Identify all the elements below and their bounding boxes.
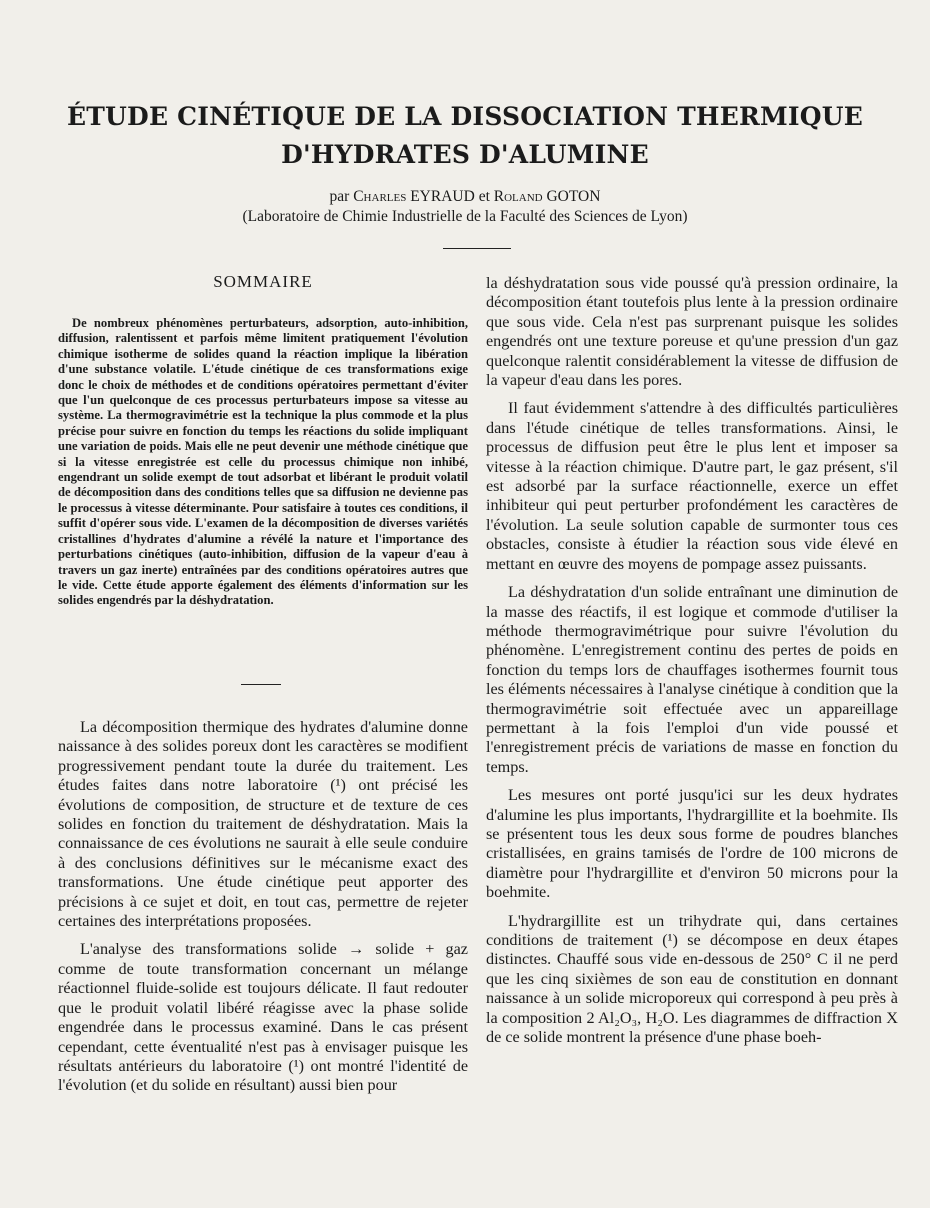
sommaire-text: De nombreux phénomènes perturbateurs, adsorption, auto-inhibition, diffusion, ralentissent et parfois même limitent pratiquement l'évolution chimique isotherme de solides quand la réaction implique la libération d'une substance volatile. L'étude cinétique de ces transformations exige donc le choix de méthodes et de conditions opératoires permettant d'éviter que l'un quelconque de ces processus perturbateurs impose sa vitesse au système. La thermogravimétrie est la technique la plus commode et la plus précise pour suivre en fonction du temps les réactions du solide impliquant une variation de poids. Mais elle ne peut devenir une méthode cinétique que si la vitesse enregistrée est celle du processus chimique non inhibé, engendrant un solide exempt de tout adsorbat et libérant le produit volatil de décomposition dans des conditions telles que sa diffusion ne devienne pas le processus à vitesse déterminante. Pour satisfaire à toutes ces conditions, il suffit d'opérer sous vide. L'examen de la décomposition de diverses variétés cristallines d'hydrates d'alumine a révélé la nature et l'importance des perturbations cinétiques (auto-inhibition, diffusion de la vapeur d'eau à travers un gaz inerte) entraînées par des conditions opératoires autres que le vide. Cette étude apporte également des éléments d'information sur les solides engendrés par la déshydratation. [58,316,468,608]
affiliation: (Laboratoire de Chimie Industrielle de la Faculté des Sciences de Lyon) [242,208,688,225]
right-paragraph-1: la déshydratation sous vide poussé qu'à pression ordinaire, la décomposition étant toutefois plus lente à la pression ordinaire que sous vide. Cela n'est pas surprenant puisque les solides engendrés ont une texture poreuse et qu'une pression d'un gaz quelconque ralentit considérablement la vitesse de diffusion de la vapeur d'eau dans les pores. [486,274,898,390]
author-and: et [478,188,490,205]
author-1-first: Charles [353,188,407,205]
author-2-last: GOTON [546,188,601,205]
abstract-divider [241,684,281,685]
right-paragraph-3: La déshydratation d'un solide entraînant une diminution de la masse des réactifs, il est logique et commode d'utiliser la méthode thermogravimétrique pour suivre l'évolution du phénomène. L'enregistrement continu des pertes de poids en fonction du temps lors de chauffages isothermes fournit tous les éléments nécessaires à l'analyse cinétique à condition que la thermogravimétrie soit effectuée avec un appareillage permettant à la fois l'emploi d'un vide poussé et l'enregistrement précis de variations de masse en fonction du temps. [486,583,898,776]
left-paragraph-1: La décomposition thermique des hydrates d'alumine donne naissance à des solides poreux dont les caractères se modifient progressivement pendant toute la durée du traitement. Les études faites dans notre laboratoire (¹) ont précisé les évolutions de composition, de structure et de texture de ces solides en fonction du traitement de déshydratation. Mais la connaissance de ces évolutions ne saurait à elle seule conduire à des conclusions définitives sur le mécanisme exact des transformations. Une étude cinétique peut apporter des précisions à ce sujet et doit, en tout cas, permettre de rejeter certaines des interprétations proposées. [58,718,468,931]
author-by: par [329,188,350,205]
right-paragraph-5: L'hydrargillite est un trihydrate qui, dans certaines conditions de traitement (¹) se décompose en deux étapes distinctes. Chauffé sous vide en-dessous de 250° C il ne perd que les cinq sixièmes de son eau de constitution en donnant naissance à un solide microporeux qui correspond à peu près à la composition 2 Al₂O₃, H₂O. Les diagrammes de diffraction X de ce solide montrent la présence d'une phase boeh- [486,911,898,1047]
left-column [58,718,468,1105]
title-divider [443,248,511,249]
right-column [486,274,898,1056]
right-paragraph-4: Les mesures ont porté jusqu'ici sur les deux hydrates d'alumine les plus importants, l'hydrargillite et la boehmite. Ils se présentent tous les deux sous forme de poudres blanches cristallisées, en grains tamisés de l'ordre de 100 microns de diamètre pour l'hydrargillite et d'environ 50 microns pour la boehmite. [486,786,898,902]
title-line-1: ÉTUDE CINÉTIQUE DE LA DISSOCIATION THERMIQUE [67,102,863,131]
title-line-2: D'HYDRATES D'ALUMINE [281,140,649,169]
article-title [60,98,870,174]
author-line [60,186,870,208]
sommaire-heading: SOMMAIRE [213,272,313,291]
author-1-last: EYRAUD [410,188,475,205]
author-2-first: Roland [493,188,543,205]
right-paragraph-2: Il faut évidemment s'attendre à des difficultés particulières dans l'étude cinétique de telles transformations. Ainsi, le processus de diffusion peut être le plus lent et imposer sa vitesse à la réaction chimique. D'autre part, le gaz présent, s'il est adsorbé par la surface réactionnelle, exerce un effet inhibiteur qui peut perturber profondément les caractères de l'évolution. La seule solution capable de surmonter tous ces obstacles, consiste à étudier la réaction sous vide élevé en mettant en œuvre des moyens de pompage assez puissants. [486,399,898,573]
left-paragraph-2: L'analyse des transformations solide → solide + gaz comme de toute transformation concernant un mélange réactionnel fluide-solide est toujours délicate. Il faut redouter que le produit volatil libéré réagisse avec la phase solide engendrée dans le processus examiné. Dans le cas présent cependant, cette éventualité n'est pas à envisager puisque les résultats antérieurs du laboratoire (¹) ont montré l'identité de l'évolution (et du solide en résultant) aussi bien pour [58,940,468,1095]
